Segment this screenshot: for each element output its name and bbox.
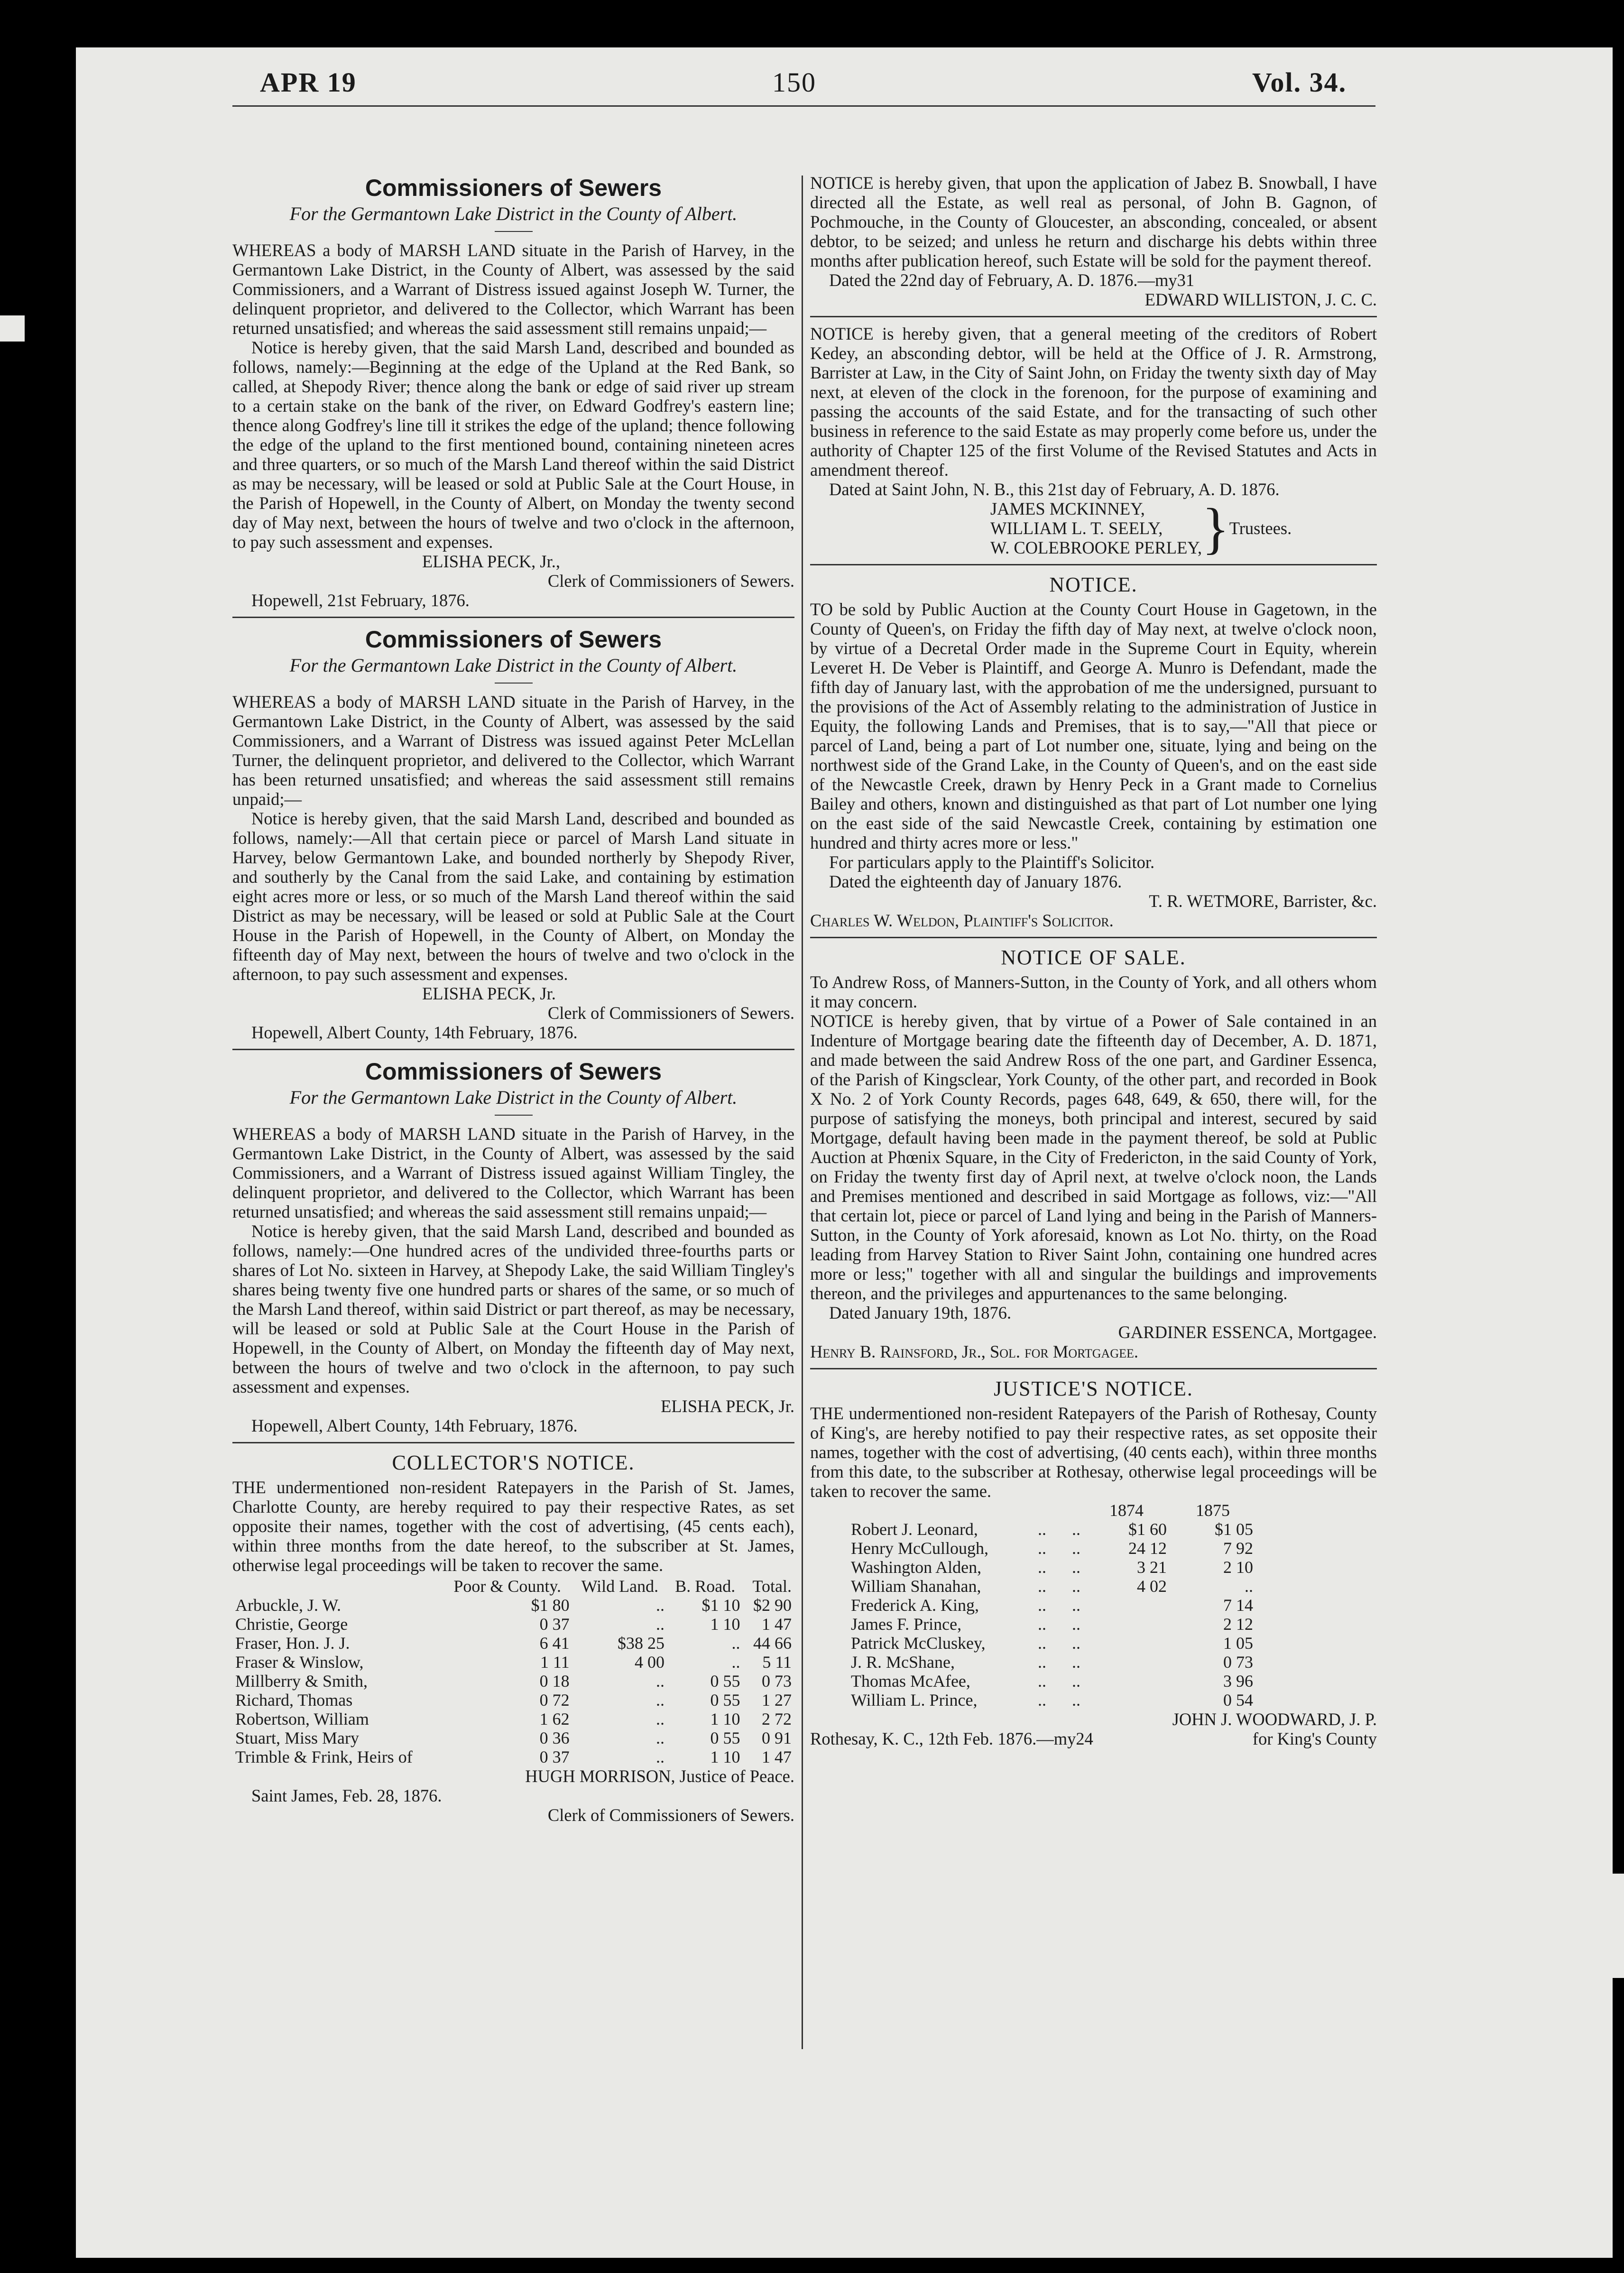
ratepayer-name: Patrick McCluskey,	[851, 1634, 986, 1653]
notice-title: Commissioners of Sewers	[365, 1058, 662, 1085]
table-row	[848, 1615, 1256, 1634]
rate-cell: ..	[655, 1728, 664, 1747]
notice-title: Commissioners of Sewers	[365, 626, 662, 653]
notice-title: JUSTICE'S NOTICE.	[994, 1377, 1193, 1400]
rate-cell: ..	[655, 1709, 664, 1728]
column-header: 1875	[1196, 1501, 1230, 1520]
ratepayer-name: William L. Prince,	[851, 1691, 978, 1709]
table-body	[232, 1596, 794, 1766]
rate-cell: $1 60	[1128, 1520, 1167, 1539]
ratepayer-name: Stuart, Miss Mary	[235, 1728, 359, 1747]
rate-cell: 7 92	[1223, 1539, 1253, 1558]
header-date: APR 19	[260, 67, 357, 98]
ratepayer-name: Washington Alden,	[851, 1558, 982, 1577]
column-header: B. Road.	[675, 1577, 736, 1596]
rate-cell: 1 05	[1223, 1634, 1253, 1653]
rate-cell: 4 00	[634, 1653, 664, 1672]
dateline: Saint James, Feb. 28, 1876.	[251, 1786, 442, 1805]
divider	[232, 1442, 794, 1443]
rate-cell	[1083, 1653, 1170, 1672]
rate-cell: ..	[1072, 1653, 1080, 1672]
rate-cell: ..	[1072, 1615, 1080, 1634]
column-header	[1049, 1501, 1083, 1520]
table-body	[848, 1520, 1256, 1709]
rate-cell: ..	[655, 1747, 664, 1766]
dateline: Dated the 22nd day of February, A. D. 1876.—my31	[829, 270, 1195, 290]
dateline: Rothesay, K. C., 12th Feb. 1876.—my24	[810, 1729, 1093, 1748]
rate-cell: $2 90	[753, 1596, 792, 1615]
ratepayer-name: James F. Prince,	[851, 1615, 962, 1634]
rate-cell: ..	[1038, 1672, 1046, 1691]
signer: T. R. WETMORE, Barrister, &c.	[1149, 891, 1377, 911]
table-row	[232, 1728, 794, 1747]
rate-cell: 3 21	[1137, 1558, 1167, 1577]
solicitor: Charles W. Weldon, Plaintiff's Solicitor.	[810, 911, 1114, 930]
notice-subtitle: For the Germantown Lake District in the County of Albert.	[289, 1087, 738, 1108]
notice-subtitle: For the Germantown Lake District in the County of Albert.	[289, 655, 738, 676]
table-row	[232, 1691, 794, 1709]
table-header	[848, 1501, 1256, 1520]
short-divider	[495, 1115, 533, 1116]
table-row	[848, 1691, 1256, 1709]
ratepayer-name: J. R. McShane,	[851, 1653, 955, 1672]
rate-cell: ..	[1072, 1539, 1080, 1558]
ratepayer-name: Robert J. Leonard,	[851, 1520, 978, 1539]
column-rule	[802, 176, 803, 2049]
ratepayer-name: Arbuckle, J. W.	[235, 1596, 341, 1615]
rate-cell: ..	[1072, 1672, 1080, 1691]
rate-cell: ..	[655, 1596, 664, 1615]
rate-cell: 4 02	[1137, 1577, 1167, 1596]
trustee-name: W. COLEBROOKE PERLEY,	[990, 538, 1202, 557]
rate-cell: ..	[1072, 1577, 1080, 1596]
notice-title: NOTICE.	[1049, 573, 1138, 596]
rate-cell: 0 54	[1223, 1691, 1253, 1709]
rate-cell: ..	[1038, 1520, 1046, 1539]
rate-cell: 0 91	[762, 1728, 792, 1747]
trustees-label: Trustees.	[1229, 518, 1292, 538]
dateline-row	[810, 1729, 1377, 1748]
notice-title: Commissioners of Sewers	[365, 175, 662, 201]
ratepayer-name: Trimble & Frink, Heirs of	[235, 1747, 413, 1766]
ratepayer-name: Henry McCullough,	[851, 1539, 988, 1558]
signer: EDWARD WILLISTON, J. C. C.	[1144, 290, 1377, 309]
table-row	[848, 1577, 1256, 1596]
rate-cell: 1 10	[710, 1615, 740, 1634]
rate-cell	[1083, 1596, 1170, 1615]
justices-notice	[810, 1376, 1377, 1748]
table-row	[232, 1653, 794, 1672]
dateline: Dated January 19th, 1876.	[829, 1303, 1012, 1322]
rate-cell: 0 55	[710, 1691, 740, 1709]
rate-cell: ..	[1245, 1577, 1253, 1596]
notice-paragraph: THE undermentioned non-resident Ratepayers of the Parish of Rothesay, County of King's, are hereby notified to pay their respective rates, as set opposite their names, together with the cost of advertising, (40 cents each), within three months from this date, to the subscriber at Rothesay, otherwise legal proceedings will be taken to recover the same.	[810, 1404, 1377, 1501]
divider	[232, 617, 794, 618]
rate-cell: 1 10	[710, 1747, 740, 1766]
absconding-debtor-notice	[810, 173, 1377, 309]
notice-paragraph: Notice is hereby given, that the said Marsh Land, described and bounded as follows, namely:—All that certain piece or parcel of Marsh Land situate in Harvey, below Germantown Lake, and bounded northerly by Shepody River, and southerly by the Canal from the said Lake, and containing by estimation eight acres more or less, or so much of the Marsh Land thereof within the said District as may be necessary, will be leased or sold at Public Sale at the Court House in the Parish of Hopewell, in the County of Albert, on Monday the fifteenth day of May next, between the hours of twelve and two o'clock in the afternoon, to pay such assessment and expenses.	[232, 809, 794, 984]
divider	[810, 937, 1377, 938]
column-header: Poor & County.	[453, 1577, 562, 1596]
notice-paragraph: NOTICE is hereby given, that upon the application of Jabez B. Snowball, I have directed all the Estate, as well real as personal, of John B. Gagnon, of Pochmouche, in the County of Gloucester, an absconding, concealed, or absent debtor, to be seized; and unless he return and discharge his debts within three months after publication hereof, such Estate will be sold for the payment thereof.	[810, 173, 1377, 270]
short-divider	[495, 683, 533, 684]
header-rule	[232, 105, 1375, 107]
rate-cell: ..	[1038, 1596, 1046, 1615]
sewers-notice-2	[232, 625, 794, 1042]
table-header	[232, 1577, 794, 1596]
auction-notice	[810, 572, 1377, 930]
table-row	[232, 1672, 794, 1691]
table-row	[848, 1634, 1256, 1653]
rate-cell: ..	[1038, 1539, 1046, 1558]
ratepayer-name: Fraser, Hon. J. J.	[235, 1634, 350, 1653]
ratepayer-name: Thomas McAfee,	[851, 1672, 970, 1691]
column-header: Wild Land.	[581, 1577, 659, 1596]
notice-addressee: To Andrew Ross, of Manners-Sutton, in the County of York, and all others whom it may concern.	[810, 972, 1377, 1011]
notice-paragraph: THE undermentioned non-resident Ratepayers in the Parish of St. James, Charlotte County, are hereby required to pay their respective Rates, as set opposite their names, together with the cost of advertising, (45 cents each), within three months from the date hereof, to the subscriber at St. James, otherwise legal proceedings will be taken to recover the same.	[232, 1478, 794, 1575]
table-row	[232, 1615, 794, 1634]
rate-cell: 2 10	[1223, 1558, 1253, 1577]
notice-paragraph: WHEREAS a body of MARSH LAND situate in the Parish of Harvey, in the Germantown Lake District, in the County of Albert, was assessed by the said Commissioners, and a Warrant of Distress was issued against Peter McLellan Turner, the delinquent proprietor, and delivered to the Collector, which Warrant has been returned unsatisfied; and whereas the said assessment still remains unpaid;—	[232, 692, 794, 809]
column-header: 1874	[1109, 1501, 1144, 1520]
rate-cell: 0 73	[1223, 1653, 1253, 1672]
notice-title: COLLECTOR'S NOTICE.	[392, 1451, 635, 1474]
notice-paragraph: TO be sold by Public Auction at the County Court House in Gagetown, in the County of Queen's, on Friday the fifth day of May next, at twelve o'clock noon, by virtue of a Decretal Order made in the Supreme Court in Equity, wherein Leveret H. De Veber is Plaintiff, and George A. Munro is Defendant, made the fifth day of January last, with the approbation of me the undersigned, pursuant to the provisions of the Act of Assembly relating to the administration of Justice in Equity, the following Lands and Premises, that is to say,—"All that piece or parcel of Land, being a part of Lot number one, situate, lying and being on the northwest side of the Grand Lake, in the County of Queen's, and on the east side of the Newcastle Creek, drawn by Henry Peck in a Grant made to Cornelius Bailey and others, known and distinguished as that part of Lot number one lying on the east side of the said Newcastle Creek, containing by estimation one hundred and thirty acres more or less."	[810, 600, 1377, 852]
trustees-block	[810, 496, 1377, 560]
rate-cell: 1 10	[710, 1709, 740, 1728]
rate-cell: 0 72	[539, 1691, 570, 1709]
ratepayer-name: William Shanahan,	[851, 1577, 981, 1596]
trustee-list	[990, 499, 1202, 557]
rate-cell: ..	[731, 1653, 740, 1672]
brace: }	[1202, 496, 1229, 560]
rate-cell: 7 14	[1223, 1596, 1253, 1615]
notice-subtitle: For the Germantown Lake District in the County of Albert.	[289, 203, 738, 224]
rate-cell: 0 18	[539, 1672, 570, 1691]
signer: HUGH MORRISON, Justice of Peace.	[525, 1766, 794, 1786]
rate-cell: ..	[1072, 1558, 1080, 1577]
rate-cell: 1 62	[539, 1709, 570, 1728]
notice-paragraph: NOTICE is hereby given, that a general meeting of the creditors of Robert Kedey, an absconding debtor, will be held at the Office of J. R. Armstrong, Barrister at Law, in the City of Saint John, on Friday the twenty sixth day of May next, at eleven of the clock in the forenoon, for the purpose of examining and passing the accounts of the said Estate, and for the transacting of such other business in reference to the said Estate as may properly come before us, under the authority of Chapter 125 of the first Volume of the Revised Statutes and Acts in amendment thereof.	[810, 324, 1377, 480]
signer: ELISHA PECK, Jr.	[422, 984, 556, 1003]
rate-cell	[1083, 1634, 1170, 1653]
short-divider	[495, 231, 533, 232]
table-row	[232, 1747, 794, 1766]
table-row	[232, 1634, 794, 1653]
rate-cell: ..	[1038, 1577, 1046, 1596]
dateline: Hopewell, Albert County, 14th February, 1876.	[251, 1416, 578, 1435]
solicitor: Henry B. Rainsford, Jr., Sol. for Mortgagee.	[810, 1342, 1138, 1361]
rate-cell	[1083, 1615, 1170, 1634]
notice-paragraph: WHEREAS a body of MARSH LAND situate in the Parish of Harvey, in the Germantown Lake District, in the County of Albert, was assessed by the said Commissioners, and a Warrant of Distress issued against Joseph W. Turner, the delinquent proprietor, and delivered to the Collector, which Warrant has been returned unsatisfied; and whereas the said assessment still remains unpaid;—	[232, 240, 794, 338]
rate-cell: ..	[655, 1672, 664, 1691]
ratepayer-name: Christie, George	[235, 1615, 348, 1634]
signer-extra: for King's County	[1252, 1729, 1377, 1748]
rate-cell: 1 11	[540, 1653, 570, 1672]
table-row	[848, 1653, 1256, 1672]
ratepayer-name: Frederick A. King,	[851, 1596, 979, 1615]
signer: ELISHA PECK, Jr.	[661, 1396, 794, 1416]
notice-of-sale	[810, 945, 1377, 1361]
rate-cell: ..	[655, 1615, 664, 1634]
signer: JOHN J. WOODWARD, J. P.	[1172, 1709, 1377, 1729]
left-column	[232, 173, 794, 1825]
rate-cell: ..	[1072, 1691, 1080, 1709]
table-row	[848, 1539, 1256, 1558]
rate-cell: ..	[1038, 1691, 1046, 1709]
collectors-notice	[232, 1450, 794, 1825]
column-header: Total.	[752, 1577, 792, 1596]
rate-cell: 5 11	[762, 1653, 792, 1672]
rate-cell: 2 72	[762, 1709, 792, 1728]
signer-title: Clerk of Commissioners of Sewers.	[547, 571, 794, 591]
ratepayer-name: Fraser & Winslow,	[235, 1653, 364, 1672]
ratepayer-name: Richard, Thomas	[235, 1691, 353, 1709]
dateline: Hopewell, Albert County, 14th February, 1876.	[251, 1023, 578, 1042]
rate-cell: $38 25	[617, 1634, 664, 1653]
rate-cell: ..	[1072, 1634, 1080, 1653]
notice-paragraph: For particulars apply to the Plaintiff's Solicitor.	[829, 852, 1155, 872]
sewers-notice-3	[232, 1057, 794, 1435]
notice-paragraph: Notice is hereby given, that the said Marsh Land, described and bounded as follows, namely:—Beginning at the edge of the Upland at the Red Bank, so called, at Shepody River; thence along the bank or edge of said river up stream to a certain stake on the bank of the river, on Edward Godfrey's eastern line; thence along Godfrey's line till it strikes the edge of the upland; thence following the edge of the upland to the first mentioned bound, containing nineteen acres and three quarters, or so much of the Marsh Land thereof within the said District as may be necessary, will be leased or sold at Public Sale at the Court House, in the Parish of Hopewell, in the County of Albert, on Monday the twenty second day of May next, between the hours of twelve and two o'clock in the afternoon, to pay such assessment and expenses.	[232, 338, 794, 552]
rate-cell: ..	[1038, 1615, 1046, 1634]
signer: GARDINER ESSENCA, Mortgagee.	[1118, 1322, 1377, 1342]
rate-cell: 0 55	[710, 1728, 740, 1747]
table-row	[232, 1709, 794, 1728]
rate-cell: 24 12	[1128, 1539, 1167, 1558]
rate-cell: 0 37	[539, 1615, 570, 1634]
rate-cell	[1083, 1672, 1170, 1691]
margin-tab	[1608, 1874, 1624, 1978]
rate-cell: $1 80	[531, 1596, 570, 1615]
trustee-name: WILLIAM L. T. SEELY,	[990, 518, 1163, 538]
sewers-notice-1	[232, 173, 794, 610]
rate-cell: ..	[1038, 1558, 1046, 1577]
rate-cell: 2 12	[1223, 1615, 1253, 1634]
rate-cell: 44 66	[753, 1634, 792, 1653]
divider	[810, 564, 1377, 565]
rate-cell: 1 47	[762, 1747, 792, 1766]
right-column	[810, 173, 1377, 1748]
volume-number: Vol. 34.	[1252, 67, 1347, 98]
rate-cell: ..	[1072, 1596, 1080, 1615]
ratepayer-table	[232, 1577, 794, 1766]
table-row	[848, 1596, 1256, 1615]
dateline: Dated at Saint John, N. B., this 21st day of February, A. D. 1876.	[829, 480, 1280, 499]
rate-cell: ..	[731, 1634, 740, 1653]
notice-title: NOTICE OF SALE.	[1001, 946, 1186, 969]
notice-paragraph: WHEREAS a body of MARSH LAND situate in the Parish of Harvey, in the Germantown Lake District, in the County of Albert, was assessed by the said Commissioners, and a Warrant of Distress issued against William Tingley, the delinquent proprietor, and delivered to the Collector, which Warrant has been returned unsatisfied; and whereas the said assessment still remains unpaid;—	[232, 1124, 794, 1221]
notice-paragraph: Notice is hereby given, that the said Marsh Land, described and bounded as follows, namely:—One hundred acres of the undivided three-fourths parts or shares of Lot No. sixteen in Harvey, at Shepody Lake, the said William Tingley's shares being twenty five one hundred parts or shares of the same, or so much of the Marsh Land thereof, within said District or part thereof, as may be necessary, will be leased or sold at Public Sale at the Court House in the Parish of Hopewell, in the County of Albert, on Monday the fifteenth day of May next, between the hours of twelve and two o'clock in the afternoon, to pay such assessment and expenses.	[232, 1221, 794, 1396]
rate-cell: 0 37	[539, 1747, 570, 1766]
rate-cell: ..	[1038, 1634, 1046, 1653]
divider	[232, 1049, 794, 1050]
rate-cell	[1083, 1691, 1170, 1709]
column-header	[848, 1501, 1015, 1520]
divider	[810, 316, 1377, 317]
signer: ELISHA PECK, Jr.,	[422, 552, 561, 571]
table-row	[848, 1558, 1256, 1577]
ratepayer-name: Millberry & Smith,	[235, 1672, 368, 1691]
rate-cell: 1 47	[762, 1615, 792, 1634]
rate-cell: ..	[1072, 1520, 1080, 1539]
ratepayer-table	[848, 1501, 1256, 1709]
table-row	[232, 1596, 794, 1615]
rate-cell: 1 27	[762, 1691, 792, 1709]
creditors-meeting-notice	[810, 324, 1377, 560]
ratepayer-name: Robertson, William	[235, 1709, 369, 1728]
rate-cell: 0 55	[710, 1672, 740, 1691]
rate-cell: ..	[655, 1691, 664, 1709]
signer-title: Clerk of Commissioners of Sewers.	[547, 1805, 794, 1825]
page-number: 150	[772, 67, 816, 98]
column-header	[232, 1577, 443, 1596]
dateline: Hopewell, 21st February, 1876.	[251, 591, 470, 610]
notice-paragraph: NOTICE is hereby given, that by virtue of a Power of Sale contained in an Indenture of Mortgage bearing date the fifteenth day of December, A. D. 1871, and made between the said Andrew Ross of the one part, and Gardiner Essenca, of the Parish of Kingsclear, York County, of the other part, and recorded in Book X No. 2 of York County Records, pages 648, 649, & 650, there will, for the purpose of satisfying the moneys, both principal and interest, secured by said Mortgage, default having been made in the payment thereof, be sold at Public Auction at Phœnix Square, in the City of Fredericton, in the said County of York, on Friday the twenty first day of April next, at twelve o'clock noon, the Lands and Premises mentioned and described in said Mortgage as follows, viz:—"All that certain lot, piece or parcel of Land lying and being in the Parish of Manners-Sutton, in the County of York aforesaid, known as Lot No. thirty, on the Road leading from Harvey Station to River Saint John, containing one hundred acres more or less;" together with all and singular the buildings and improvements thereon, and the privileges and appurtenances to the same belonging.	[810, 1011, 1377, 1303]
dateline: Dated the eighteenth day of January 1876.	[829, 872, 1122, 891]
column-header	[1015, 1501, 1049, 1520]
trustee-name: JAMES MCKINNEY,	[990, 499, 1145, 518]
table-row	[848, 1672, 1256, 1691]
rate-cell: ..	[1038, 1653, 1046, 1672]
rate-cell: $1 10	[701, 1596, 740, 1615]
margin-tab	[0, 315, 25, 342]
rate-cell: 3 96	[1223, 1672, 1253, 1691]
rate-cell: $1 05	[1215, 1520, 1253, 1539]
rate-cell: 0 36	[539, 1728, 570, 1747]
signer-title: Clerk of Commissioners of Sewers.	[547, 1003, 794, 1023]
divider	[810, 1368, 1377, 1369]
table-row	[848, 1520, 1256, 1539]
rate-cell: 6 41	[539, 1634, 570, 1653]
rate-cell: 0 73	[762, 1672, 792, 1691]
